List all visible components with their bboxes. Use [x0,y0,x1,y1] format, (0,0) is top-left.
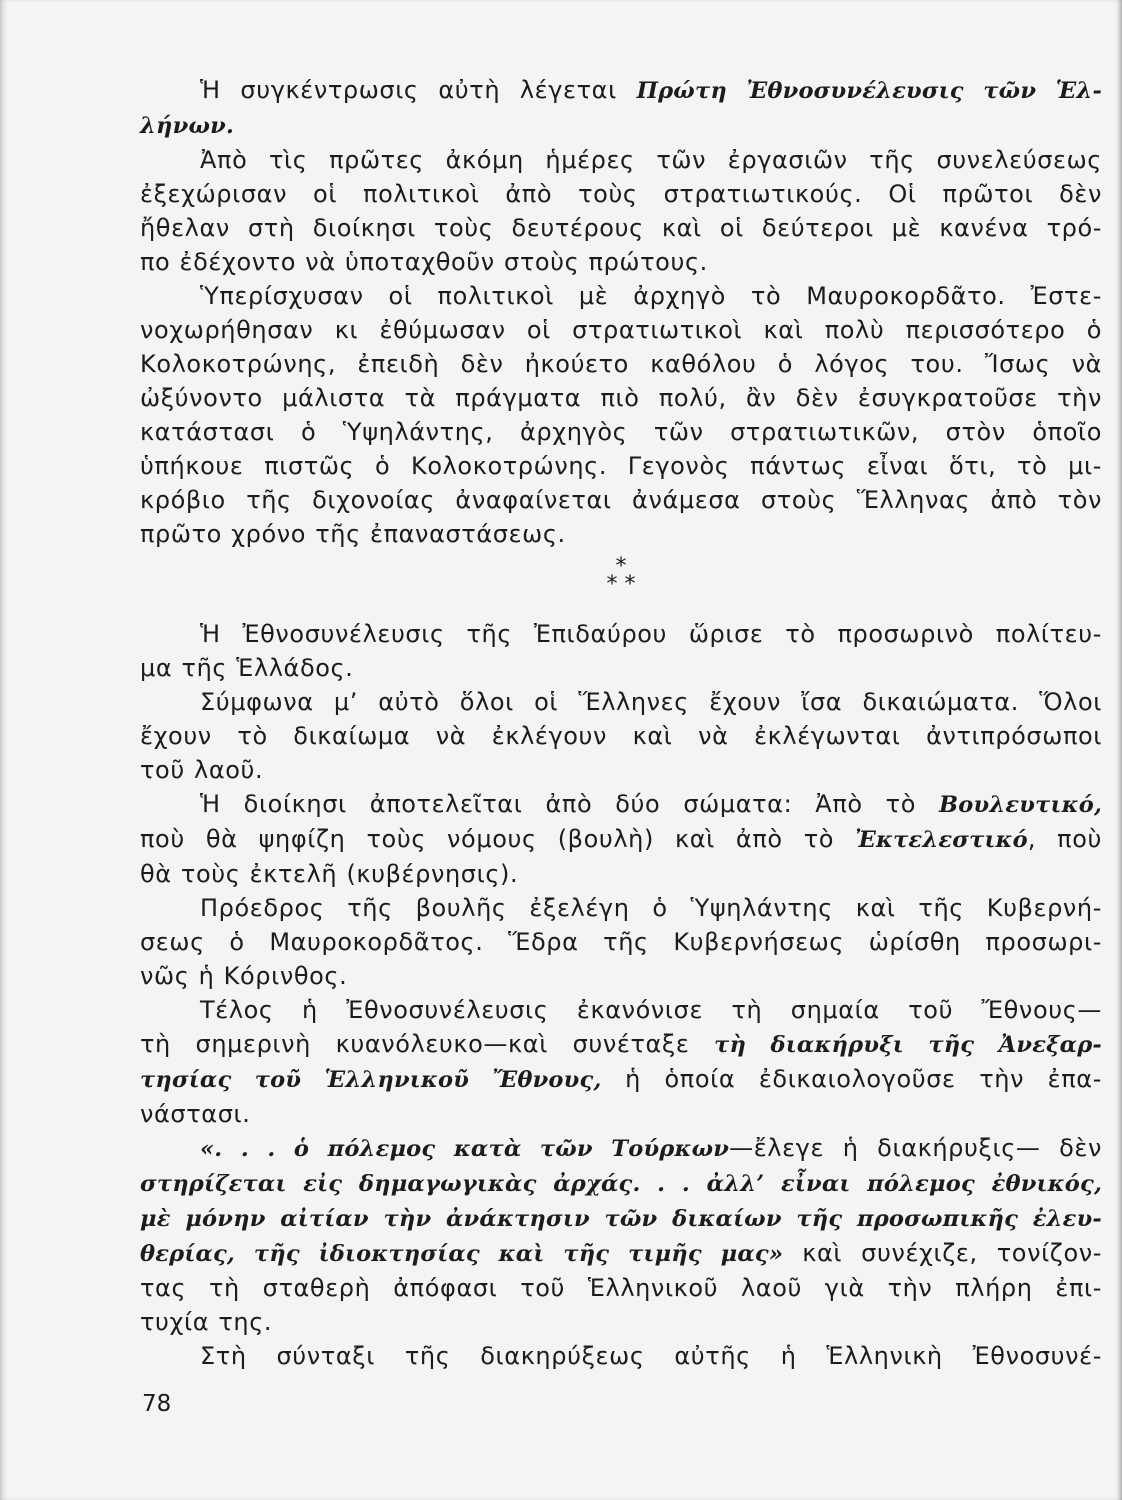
body-text: κρόβιο τῆς διχονοίας ἀναφαίνεται ἀνάμεσα στοὺς Ἕλληνας ἀπὸ τὸν [140,486,1102,514]
text-line [140,483,1102,517]
body-text: ἔχουν τὸ δικαίωμα νὰ ἐκλέγουν καὶ νὰ ἐκλέγωνται ἀντιπρόσωποι [140,722,1102,750]
text-block [140,73,1102,1373]
body-text: ἐξεχώρισαν οἱ πολιτικοὶ ἀπὸ τοὺς στρατιωτικούς. Οἱ πρῶτοι δὲν [140,180,1102,208]
text-line [140,1166,1102,1201]
text-line [140,517,1102,551]
text-line [140,108,1102,143]
text-line [140,1131,1102,1166]
text-line [140,787,1102,822]
body-text: Ὑπερίσχυσαν οἱ πολιτικοὶ μὲ ἀρχηγὸ τὸ Μαυροκορδᾶτο. Ἐστε- [200,282,1102,310]
body-text: —ἔλεγε ἡ διακήρυξις— δὲν [729,1134,1103,1162]
emphasized-text: θερίας, τῆς ἰδιοκτησίας καὶ τῆς τιμῆς μας» [140,1241,784,1267]
body-text: θὰ τοὺς ἐκτελῆ (κυβέρνησις). [140,860,519,888]
text-line [140,279,1102,313]
text-line [140,891,1102,925]
text-line [140,1339,1102,1373]
body-text: , ποὺ [1027,825,1102,853]
body-text: Ἡ διοίκησι ἀποτελεῖται ἀπὸ δύο σώματα: Ἀπὸ τὸ [200,790,940,818]
text-line [140,211,1102,245]
body-text: Πρόεδρος τῆς βουλῆς ἐξελέγη ὁ Ὑψηλάντης καὶ τῆς Κυβερνή- [200,894,1102,922]
body-text: τας τὴ σταθερὴ ἀπόφασι τοῦ Ἑλληνικοῦ λαοῦ γιὰ τὴν πλήρη ἐπι- [140,1274,1102,1302]
body-text: ὠξύνοντο μάλιστα τὰ πράγματα πιὸ πολύ, ἂν δὲν ἐσυγκρατοῦσε τὴν [140,384,1102,412]
emphasized-text: στηρίζεται εἰς δημαγωγικὰς ἀρχάς. . . ἀλλ’ εἶναι πόλεμος ἐθνικός, [140,1171,1102,1197]
text-line [140,143,1102,177]
text-line [140,1201,1102,1236]
text-line [140,753,1102,787]
text-line [140,177,1102,211]
body-text: τυχία της. [140,1308,273,1336]
section-before-break [140,73,1102,551]
text-line [140,719,1102,753]
body-text: πο ἐδέχοντο νὰ ὑποταχθοῦν στοὺς πρώτους. [140,248,708,276]
body-text: μα τῆς Ἑλλάδος. [140,654,354,682]
paragraph [140,891,1102,993]
section-after-break [140,617,1102,1373]
body-text: ποὺ θὰ ψηφίζη τοὺς νόμους (βουλὴ) καὶ ἀπὸ τὸ [140,825,856,853]
asterism-bottom: * * [606,572,636,597]
text-line [140,1027,1102,1062]
body-text: Τέλος ἡ Ἐθνοσυνέλευσις ἐκανόνισε τὴ σημαία τοῦ Ἔθνους— [200,996,1102,1024]
body-text: ἡ ὁποία ἐδικαιολογοῦσε τὴν ἐπα- [601,1065,1102,1093]
paragraph [140,617,1102,685]
emphasized-text: Πρώτη Ἐθνοσυνέλευσις τῶν Ἑλ- [636,78,1102,104]
body-text: νοχωρήθησαν κι ἐθύμωσαν οἱ στρατιωτικοὶ καὶ πολὺ περισσότερο ὁ [140,316,1102,344]
text-line [140,245,1102,279]
text-line [140,617,1102,651]
body-text: Ἡ Ἐθνοσυνέλευσις τῆς Ἐπιδαύρου ὥρισε τὸ προσωρινὸ πολίτευ- [200,620,1102,648]
text-line [140,925,1102,959]
paragraph [140,143,1102,279]
body-text: Στὴ σύνταξι τῆς διακηρύξεως αὐτῆς ἡ Ἑλληνικὴ Ἐθνοσυνέ- [200,1342,1102,1370]
text-line [140,651,1102,685]
text-line [140,313,1102,347]
emphasized-text: Ἐκτελεστικό [855,827,1028,853]
body-text: ἤθελαν στὴ διοίκησι τοὺς δευτέρους καὶ οἱ δεύτεροι μὲ κανένα τρό- [140,214,1102,242]
body-text: ὑπήκουε πιστῶς ὁ Κολοκοτρώνης. Γεγονὸς πάντως εἶναι ὅτι, τὸ μι- [140,452,1102,480]
paragraph [140,279,1102,551]
body-text: Σύμφωνα μ’ αὐτὸ ὅλοι οἱ Ἕλληνες ἔχουν ἴσα δικαιώματα. Ὅλοι [200,688,1102,716]
text-line [140,347,1102,381]
body-text: πρῶτο χρόνο τῆς ἐπαναστάσεως. [140,520,566,548]
emphasized-text: τὴ διακήρυξι τῆς Ἀνεξαρ- [714,1032,1102,1058]
text-line [140,73,1102,108]
body-text: νῶς ἡ Κόρινθος. [140,962,348,990]
asterism-divider [140,551,1102,617]
paragraph [140,685,1102,787]
text-line [140,959,1102,993]
asterism-top: * [615,554,627,579]
body-text: Ἀπὸ τὶς πρῶτες ἀκόμη ἡμέρες τῶν ἐργασιῶν τῆς συνελεύσεως [200,146,1102,174]
text-line [140,993,1102,1027]
text-line [140,449,1102,483]
body-text: Κολοκοτρώνης, ἐπειδὴ δὲν ἠκούετο καθόλου ὁ λόγος του. Ἴσως νὰ [140,350,1102,378]
paragraph [140,73,1102,143]
text-line [140,1097,1102,1131]
emphasized-text: «. . . ὁ πόλεμος κατὰ τῶν Τούρκων [200,1136,730,1162]
text-line [140,857,1102,891]
body-text: τὴ σημερινὴ κυανόλευκο—καὶ συνέταξε [140,1030,715,1058]
body-text: σεως ὁ Μαυροκορδᾶτος. Ἕδρα τῆς Κυβερνήσεως ὡρίσθη προσωρι- [140,928,1102,956]
body-text: Ἡ συγκέντρωσις αὐτὴ λέγεται [200,76,637,104]
paragraph [140,787,1102,891]
text-line [140,822,1102,857]
text-line [140,1062,1102,1097]
text-line [140,685,1102,719]
body-text: καὶ συνέχιζε, τονίζον- [783,1239,1103,1267]
paragraph [140,1339,1102,1373]
emphasized-text: λήνων. [140,113,235,139]
text-line [140,415,1102,449]
page-number: 78 [142,1391,172,1417]
emphasized-text: Βουλευτικό, [939,792,1102,818]
paragraph [140,993,1102,1131]
text-line [140,1271,1102,1305]
emphasized-text: μὲ μόνην αἰτίαν τὴν ἀνάκτησιν τῶν δικαίων τῆς προσωπικῆς ἐλευ- [140,1206,1102,1232]
paragraph [140,1131,1102,1339]
text-line [140,1236,1102,1271]
body-text: νάστασι. [140,1100,251,1128]
body-text: τοῦ λαοῦ. [140,756,264,784]
body-text: κατάστασι ὁ Ὑψηλάντης, ἀρχηγὸς τῶν στρατιωτικῶν, στὸν ὁποῖο [140,418,1102,446]
text-line [140,1305,1102,1339]
emphasized-text: τησίας τοῦ Ἑλληνικοῦ Ἔθνους, [140,1067,602,1093]
text-line [140,381,1102,415]
